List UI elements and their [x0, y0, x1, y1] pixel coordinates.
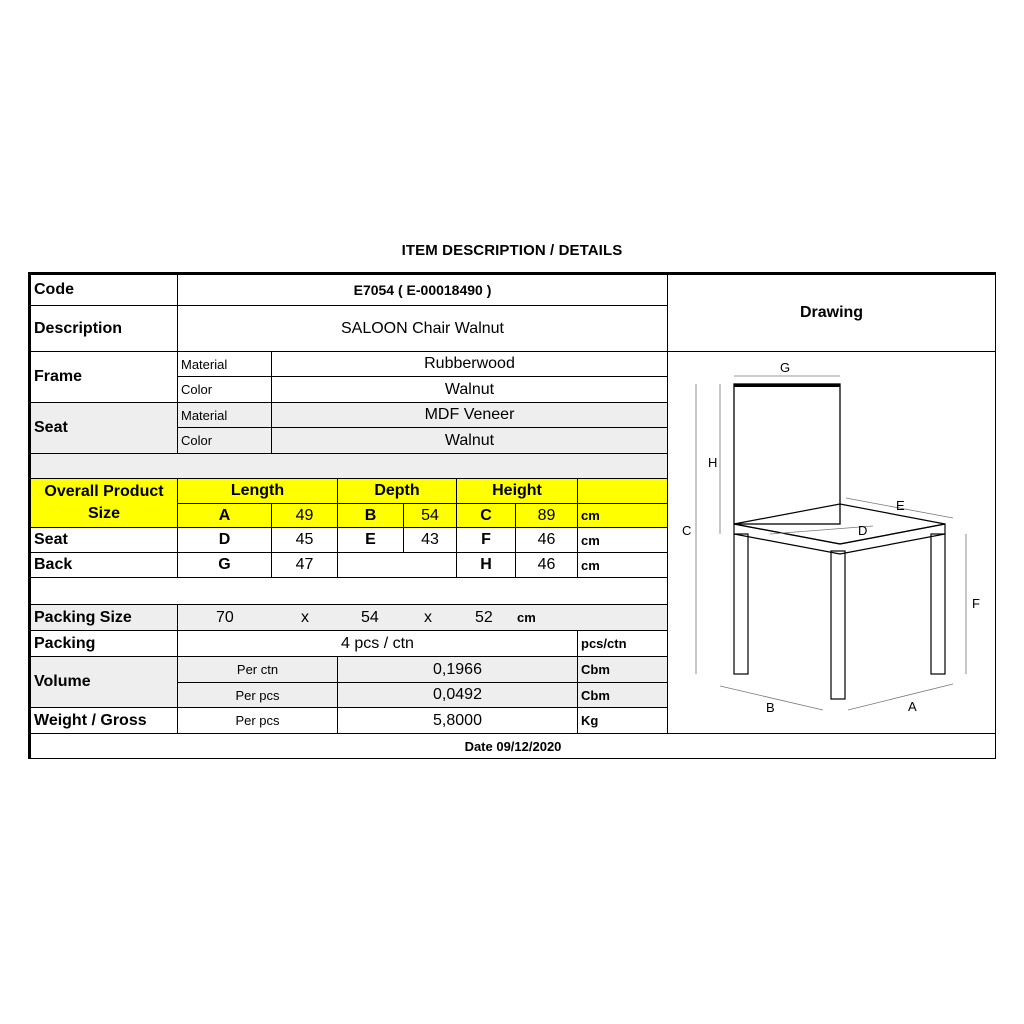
chair-outline — [734, 384, 945, 699]
volume-label: Volume — [30, 656, 178, 708]
packing-height: 52 — [475, 608, 493, 626]
dim-a-value: 49 — [271, 503, 338, 528]
packing-length: 70 — [216, 608, 234, 626]
packing-size-row — [177, 604, 668, 631]
frame-material-label: Material — [177, 351, 272, 377]
description-value: SALOON Chair Walnut — [177, 305, 668, 352]
seat-material-value: MDF Veneer — [271, 402, 668, 428]
packing-unit: pcs/ctn — [577, 630, 668, 657]
packing-x2: x — [424, 608, 432, 626]
weight-unit: Kg — [577, 707, 668, 734]
weight-value: 5,8000 — [337, 707, 578, 734]
back-dim-label: Back — [30, 552, 178, 578]
packing-width: 54 — [361, 608, 379, 626]
dim-label-e: E — [896, 498, 905, 513]
weight-per-label: Per pcs — [177, 707, 338, 734]
dim-d-letter: D — [177, 527, 272, 553]
dim-g-letter: G — [177, 552, 272, 578]
packing-value: 4 pcs / ctn — [177, 630, 578, 657]
dim-h-letter: H — [456, 552, 516, 578]
volume-per-ctn-value: 0,1966 — [337, 656, 578, 683]
seat-spec-label: Seat — [30, 402, 178, 454]
dim-back-unit: cm — [577, 552, 668, 578]
dim-a-letter: A — [177, 503, 272, 528]
frame-material-value: Rubberwood — [271, 351, 668, 377]
item-details-sheet — [28, 272, 996, 759]
volume-per-ctn-label: Per ctn — [177, 656, 338, 683]
volume-per-pcs-value: 0,0492 — [337, 682, 578, 708]
description-label: Description — [30, 305, 178, 352]
packing-size-label: Packing Size — [30, 604, 178, 631]
volume-per-pcs-label: Per pcs — [177, 682, 338, 708]
unit-header — [577, 478, 668, 504]
dim-e-letter: E — [337, 527, 404, 553]
dim-h-value: 46 — [515, 552, 578, 578]
seat-dim-label: Seat — [30, 527, 178, 553]
dim-label-b: B — [766, 700, 775, 715]
dim-back-empty — [337, 552, 457, 578]
spacer-row-2 — [30, 577, 668, 605]
dim-label-f: F — [972, 596, 980, 611]
dim-f-letter: F — [456, 527, 516, 553]
volume-per-pcs-unit: Cbm — [577, 682, 668, 708]
dim-d-value: 45 — [271, 527, 338, 553]
dim-g-value: 47 — [271, 552, 338, 578]
seat-color-label: Color — [177, 427, 272, 454]
dim-label-d: D — [858, 523, 868, 538]
dim-seat-unit: cm — [577, 527, 668, 553]
dim-b-value: 54 — [403, 503, 457, 528]
spacer-row — [30, 453, 668, 479]
dim-c-letter: C — [456, 503, 516, 528]
packing-x1: x — [301, 608, 309, 626]
dim-label-c: C — [682, 523, 692, 538]
volume-per-ctn-unit: Cbm — [577, 656, 668, 683]
packing-label: Packing — [30, 630, 178, 657]
height-header: Height — [456, 478, 578, 504]
dim-b-letter: B — [337, 503, 404, 528]
overall-size-label: Overall Product Size — [30, 478, 178, 528]
code-value: E7054 ( E-00018490 ) — [177, 274, 668, 306]
code-label: Code — [30, 274, 178, 306]
dim-label-h: H — [708, 455, 718, 470]
drawing-panel — [667, 351, 996, 734]
frame-color-label: Color — [177, 376, 272, 403]
dim-label-a: A — [908, 699, 917, 714]
seat-material-label: Material — [177, 402, 272, 428]
frame-label: Frame — [30, 351, 178, 403]
dim-c-value: 89 — [515, 503, 578, 528]
packing-size-unit: cm — [517, 610, 536, 625]
dim-e-value: 43 — [403, 527, 457, 553]
dim-overall-unit: cm — [577, 503, 668, 528]
document-title: ITEM DESCRIPTION / DETAILS — [401, 242, 623, 259]
depth-header: Depth — [337, 478, 457, 504]
length-header: Length — [177, 478, 338, 504]
frame-color-value: Walnut — [271, 376, 668, 403]
dim-f-value: 46 — [515, 527, 578, 553]
weight-label: Weight / Gross — [30, 707, 178, 734]
date-footer: Date 09/12/2020 — [30, 733, 996, 759]
drawing-header: Drawing — [667, 274, 996, 352]
dim-label-g: G — [780, 360, 791, 375]
chair-dimension-drawing — [668, 352, 995, 733]
seat-color-value: Walnut — [271, 427, 668, 454]
